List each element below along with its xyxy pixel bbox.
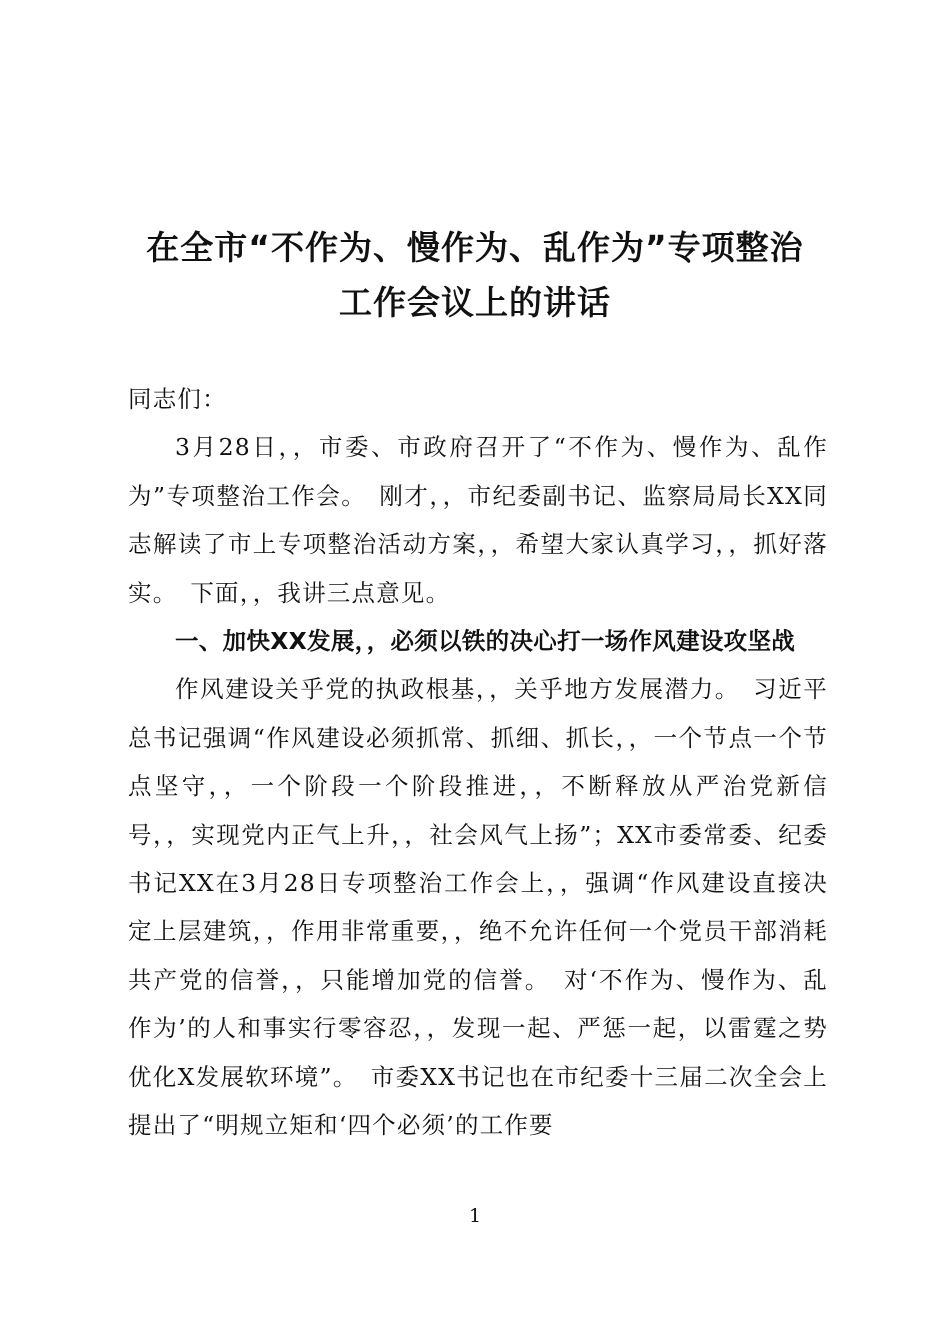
title-line-1: 在全市“不作为、慢作为、乱作为”专项整治: [146, 228, 804, 267]
section-heading-1: 一、加快XX发展，，必须以铁的决心打一场作风建设攻坚战: [175, 627, 796, 656]
document-title: [118, 220, 832, 330]
title-line-2: 工作会议上的讲话: [339, 283, 611, 322]
paragraph-intro: 3月28日，，市委、市政府召开了“不作为、慢作为、乱作为”专项整治工作会。 刚才，，市纪委副书记、监察局局长XX同志解读了市上专项整治活动方案，，希望大家认真学习，，抓好落实。 下面，，我讲三点意见。: [128, 433, 828, 607]
page-number: 1: [468, 1205, 482, 1227]
salutation: 同志们：: [128, 385, 227, 413]
paragraph-section-1: 作风建设关乎党的执政根基，，关乎地方发展潜力。 习近平总书记强调“作风建设必须抓常、抓细、抓长，，一个节点一个节点坚守，，一个阶段一个阶段推进，，不断释放从严治党新信号，，实现党内正气上升，，社会风气上扬”；XX市委常委、纪委书记XX在3月28日专项整治工作会上，，强调“作风建设直接决定上层建筑，，作用非常重要，，绝不允许任何一个党员干部消耗共产党的信誉，，只能增加党的信誉。 对‘不作为、慢作为、乱作为’的人和事实行零容忍，，发现一起、严惩一起，以雷霆之势优化X发展软环境”。 市委XX书记也在市纪委十三届二次全会上提出了“明规立矩和‘四个必须’的工作要: [128, 675, 828, 1140]
document-body: [128, 375, 828, 1150]
